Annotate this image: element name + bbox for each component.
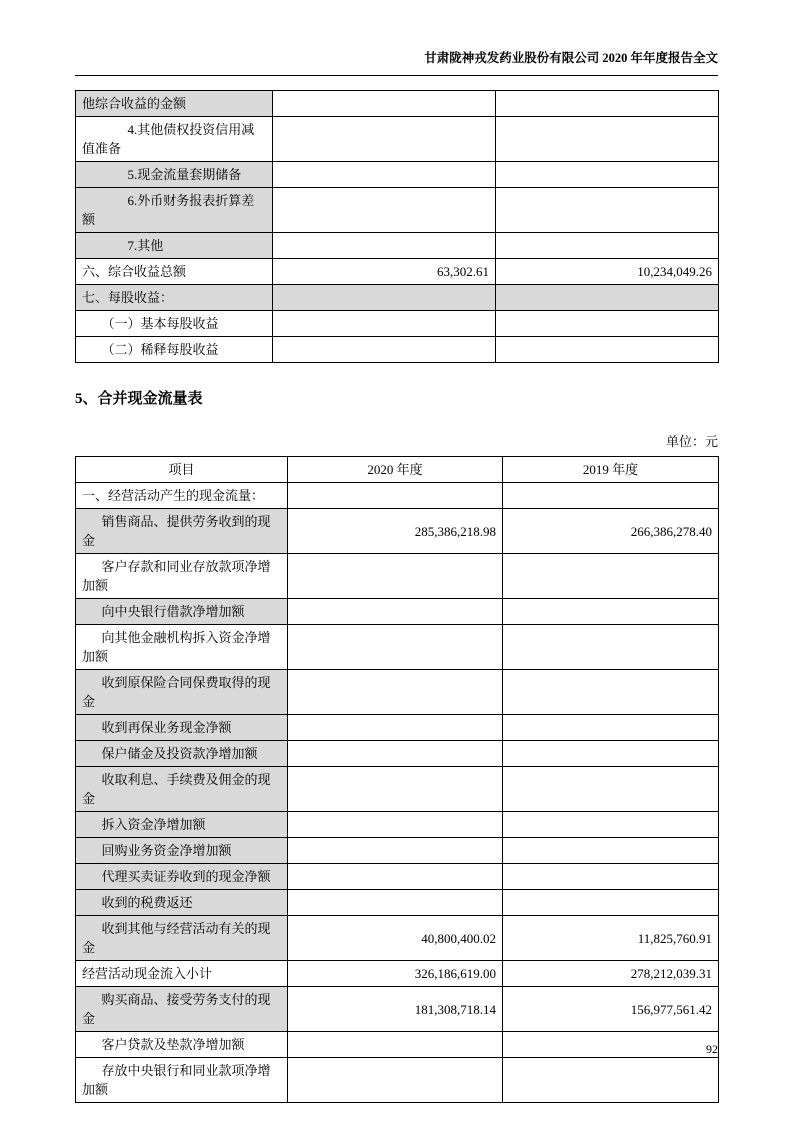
value-cell-2020	[273, 233, 496, 259]
table-row	[76, 259, 719, 285]
row-label-cell: 收到其他与经营活动有关的现金	[76, 916, 288, 961]
row-label-cell: 收到原保险合同保费取得的现金	[76, 670, 288, 715]
value-cell-2019: 266,386,278.40	[503, 509, 719, 554]
value-cell-2019: 278,212,039.31	[503, 961, 719, 987]
column-header: 2020 年度	[288, 457, 503, 483]
row-label-cell: 7.其他	[76, 233, 273, 259]
value-cell-2020	[288, 864, 503, 890]
value-cell-2020	[273, 337, 496, 363]
table-row	[76, 483, 719, 509]
value-cell-2019	[503, 1032, 719, 1058]
value-cell-2019	[503, 864, 719, 890]
table-row	[76, 987, 719, 1032]
value-cell-2020	[288, 741, 503, 767]
value-cell-2019	[496, 285, 719, 311]
value-cell-2020	[273, 285, 496, 311]
row-label-cell: 他综合收益的金额	[76, 91, 273, 117]
table-row	[76, 509, 719, 554]
row-label-cell: 6.外币财务报表折算差额	[76, 188, 273, 233]
table-row	[76, 337, 719, 363]
value-cell-2019	[503, 715, 719, 741]
row-label-cell: 客户存款和同业存放款项净增加额	[76, 554, 288, 599]
row-label-cell: 客户贷款及垫款净增加额	[76, 1032, 288, 1058]
value-cell-2020	[288, 483, 503, 509]
value-cell-2020	[288, 670, 503, 715]
table-row	[76, 715, 719, 741]
value-cell-2019: 156,977,561.42	[503, 987, 719, 1032]
value-cell-2019	[503, 599, 719, 625]
value-cell-2019	[503, 554, 719, 599]
page-number: 92	[706, 1042, 718, 1056]
value-cell-2019	[503, 767, 719, 812]
value-cell-2020: 40,800,400.02	[288, 916, 503, 961]
value-cell-2020: 63,302.61	[273, 259, 496, 285]
value-cell-2020	[273, 91, 496, 117]
row-label-cell: 回购业务资金净增加额	[76, 838, 288, 864]
value-cell-2019	[503, 670, 719, 715]
table-header-row	[76, 457, 719, 483]
row-label-cell: 拆入资金净增加额	[76, 812, 288, 838]
value-cell-2019	[496, 337, 719, 363]
value-cell-2020	[288, 625, 503, 670]
value-cell-2020	[273, 162, 496, 188]
table-row	[76, 285, 719, 311]
value-cell-2019	[503, 1058, 719, 1103]
value-cell-2019	[503, 838, 719, 864]
cash-flow-table-body	[76, 457, 719, 1103]
row-label-cell: （一）基本每股收益	[76, 311, 273, 337]
value-cell-2020	[273, 188, 496, 233]
table-row	[76, 311, 719, 337]
column-header: 项目	[76, 457, 288, 483]
column-header: 2019 年度	[503, 457, 719, 483]
value-cell-2019	[496, 91, 719, 117]
table-row	[76, 864, 719, 890]
value-cell-2019: 10,234,049.26	[496, 259, 719, 285]
table-row	[76, 890, 719, 916]
value-cell-2019	[503, 812, 719, 838]
value-cell-2020	[273, 117, 496, 162]
table-row	[76, 188, 719, 233]
value-cell-2019	[496, 188, 719, 233]
value-cell-2020	[288, 599, 503, 625]
unit-note: 单位：元	[665, 434, 718, 449]
row-label-cell: 代理买卖证券收到的现金净额	[76, 864, 288, 890]
value-cell-2020	[288, 838, 503, 864]
row-label-cell: 向其他金融机构拆入资金净增加额	[76, 625, 288, 670]
value-cell-2020: 285,386,218.98	[288, 509, 503, 554]
value-cell-2019	[496, 117, 719, 162]
value-cell-2020	[288, 767, 503, 812]
row-label-cell: 一、经营活动产生的现金流量：	[76, 483, 288, 509]
row-label-cell: 存放中央银行和同业款项净增加额	[76, 1058, 288, 1103]
value-cell-2020	[288, 812, 503, 838]
table-row	[76, 670, 719, 715]
comprehensive-income-table-body	[76, 91, 719, 363]
row-label-cell: 收取利息、手续费及佣金的现金	[76, 767, 288, 812]
table-row	[76, 1032, 719, 1058]
table-row	[76, 838, 719, 864]
report-header-title: 甘肃陇神戎发药业股份有限公司 2020 年年度报告全文	[75, 50, 718, 76]
table-row	[76, 961, 719, 987]
row-label-cell: 向中央银行借款净增加额	[76, 599, 288, 625]
table-row	[76, 1058, 719, 1103]
value-cell-2020: 326,186,619.00	[288, 961, 503, 987]
table-row	[76, 233, 719, 259]
table-row	[76, 916, 719, 961]
row-label-cell: 4.其他债权投资信用减值准备	[76, 117, 273, 162]
value-cell-2020	[288, 1032, 503, 1058]
value-cell-2019	[496, 233, 719, 259]
table-row	[76, 117, 719, 162]
row-label-cell: （二）稀释每股收益	[76, 337, 273, 363]
table-row	[76, 741, 719, 767]
cash-flow-table	[75, 456, 719, 1103]
row-label-cell: 购买商品、接受劳务支付的现金	[76, 987, 288, 1032]
comprehensive-income-table	[75, 90, 719, 363]
row-label-cell: 销售商品、提供劳务收到的现金	[76, 509, 288, 554]
value-cell-2020	[288, 1058, 503, 1103]
value-cell-2019	[503, 890, 719, 916]
table-row	[76, 554, 719, 599]
table-row	[76, 625, 719, 670]
table-row	[76, 91, 719, 117]
row-label-cell: 七、每股收益：	[76, 285, 273, 311]
section-title: 5、合并现金流量表	[75, 391, 203, 407]
value-cell-2020	[288, 554, 503, 599]
row-label-cell: 5.现金流量套期储备	[76, 162, 273, 188]
row-label-cell: 保户储金及投资款净增加额	[76, 741, 288, 767]
value-cell-2019	[503, 483, 719, 509]
value-cell-2019: 11,825,760.91	[503, 916, 719, 961]
table-row	[76, 812, 719, 838]
value-cell-2020	[273, 311, 496, 337]
row-label-cell: 经营活动现金流入小计	[76, 961, 288, 987]
row-label-cell: 收到再保业务现金净额	[76, 715, 288, 741]
table-row	[76, 162, 719, 188]
row-label-cell: 收到的税费返还	[76, 890, 288, 916]
value-cell-2019	[503, 741, 719, 767]
value-cell-2020: 181,308,718.14	[288, 987, 503, 1032]
row-label-cell: 六、综合收益总额	[76, 259, 273, 285]
value-cell-2020	[288, 890, 503, 916]
value-cell-2019	[496, 311, 719, 337]
table-row	[76, 767, 719, 812]
value-cell-2019	[503, 625, 719, 670]
table-row	[76, 599, 719, 625]
value-cell-2019	[496, 162, 719, 188]
value-cell-2020	[288, 715, 503, 741]
